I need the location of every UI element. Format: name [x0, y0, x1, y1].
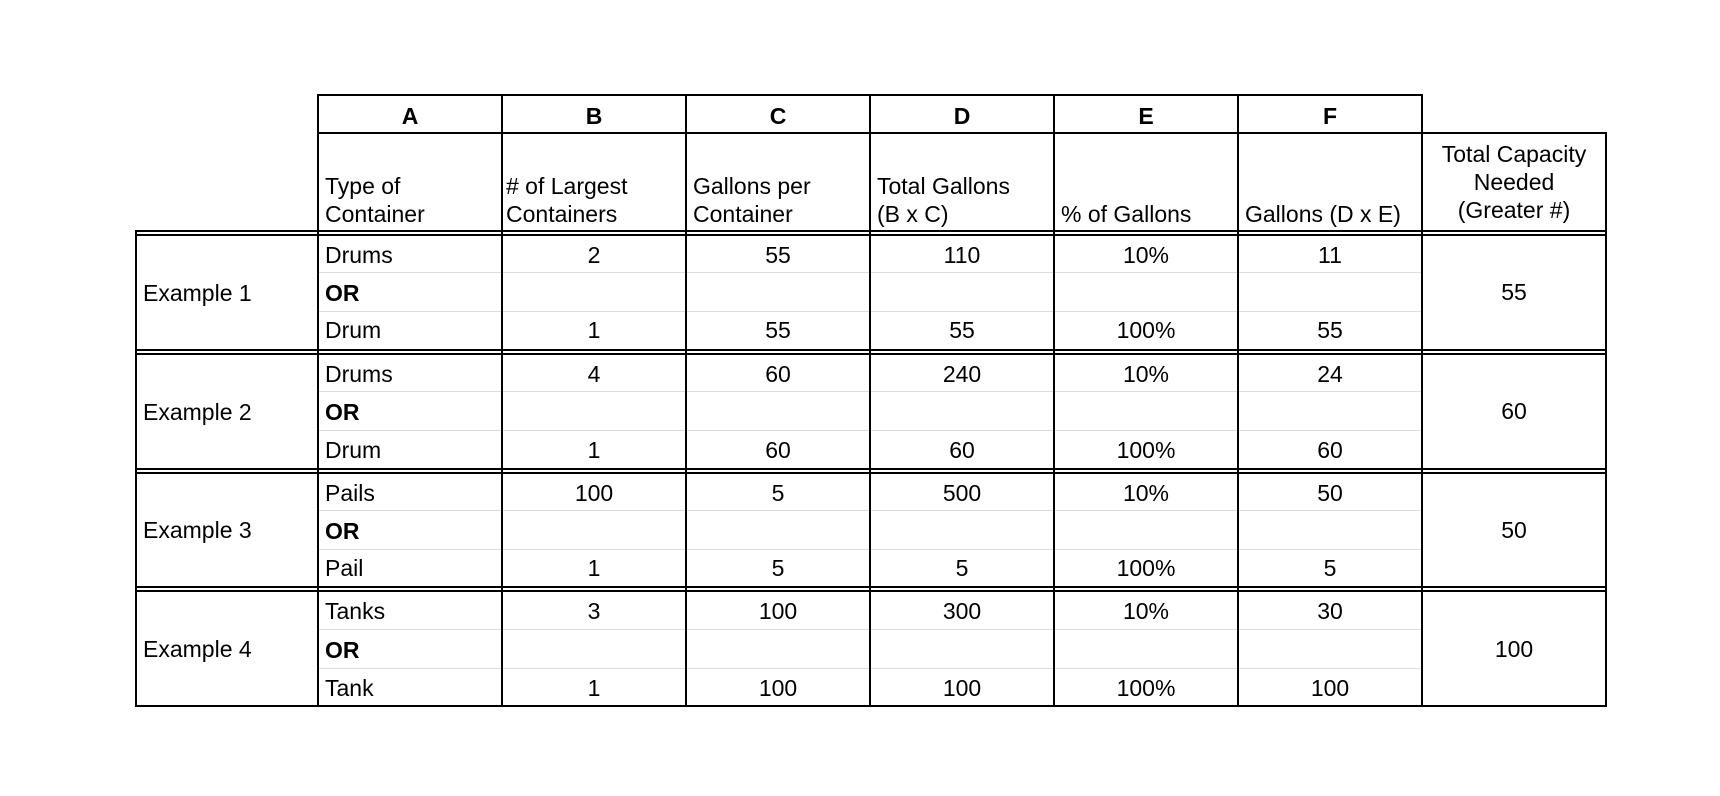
largest-count: 2 [587, 242, 601, 268]
container-type: Pail [325, 555, 364, 581]
largest-count: 4 [587, 361, 601, 387]
percent-gallons: 10% [1122, 480, 1170, 506]
gallons-per: 100 [758, 598, 798, 624]
header-gallons-d-x-e: Gallons (D x E) [1245, 201, 1401, 227]
percent-gallons: 100% [1116, 555, 1176, 581]
total-gallons: 500 [942, 480, 982, 506]
border-line [869, 94, 871, 707]
total-gallons: 240 [942, 361, 982, 387]
gallons-result: 60 [1317, 437, 1343, 463]
total-gallons: 300 [942, 598, 982, 624]
largest-count: 1 [587, 317, 601, 343]
column-letter-a: A [401, 103, 419, 129]
percent-gallons: 100% [1116, 317, 1176, 343]
largest-count: 3 [587, 598, 601, 624]
border-line [317, 94, 319, 707]
or-label: OR [325, 518, 360, 544]
example-label: Example 3 [143, 517, 252, 543]
percent-gallons: 10% [1122, 361, 1170, 387]
column-letter-d: D [953, 103, 971, 129]
border-line [685, 94, 687, 707]
header-percent-of-gallons: % of Gallons [1061, 201, 1192, 227]
gallons-result: 30 [1317, 598, 1343, 624]
column-letter-c: C [769, 103, 787, 129]
total-capacity-value: 60 [1501, 398, 1527, 424]
percent-gallons: 100% [1116, 437, 1176, 463]
gallons-per: 5 [771, 480, 785, 506]
container-type: Drums [325, 242, 393, 268]
gallons-result: 11 [1318, 242, 1342, 268]
border-line [1605, 132, 1607, 707]
border-line [1421, 94, 1423, 707]
gallons-per: 55 [765, 317, 791, 343]
column-letter-b: B [585, 103, 603, 129]
example-label: Example 2 [143, 398, 252, 425]
total-gallons: 100 [942, 675, 982, 701]
total-gallons: 5 [955, 555, 969, 581]
largest-count: 1 [587, 437, 601, 463]
or-label: OR [325, 399, 360, 425]
header-largest-containers: # of Largest Containers [506, 173, 628, 227]
gallons-result: 5 [1323, 555, 1337, 581]
or-label: OR [325, 637, 360, 663]
gallons-per: 60 [765, 361, 791, 387]
example-label: Example 1 [143, 279, 252, 306]
total-gallons: 55 [949, 317, 975, 343]
largest-count: 1 [587, 555, 601, 581]
total-gallons: 60 [949, 437, 975, 463]
header-total-capacity-needed: Total Capacity Needed (Greater #) [1441, 141, 1587, 223]
border-line [135, 230, 137, 707]
container-type: Tank [325, 675, 374, 701]
container-type: Tanks [325, 598, 386, 624]
column-letter-f: F [1322, 103, 1338, 129]
container-type: Drums [325, 361, 393, 387]
percent-gallons: 10% [1122, 598, 1170, 624]
gallons-result: 50 [1317, 480, 1343, 506]
largest-count: 100 [574, 480, 614, 506]
header-type-of-container: Type of Container [325, 173, 425, 227]
header-gallons-per-container: Gallons per Container [693, 173, 811, 227]
gallons-result: 24 [1317, 361, 1343, 387]
border-line [501, 94, 503, 707]
border-line [1053, 94, 1055, 707]
gallons-per: 55 [765, 242, 791, 268]
container-type: Pails [325, 480, 375, 506]
or-label: OR [325, 280, 360, 306]
example-label: Example 4 [143, 636, 252, 662]
total-capacity-value: 100 [1494, 636, 1534, 662]
gallons-per: 100 [758, 675, 798, 701]
container-type: Drum [325, 317, 382, 343]
total-gallons: 110 [943, 242, 981, 268]
header-total-gallons: Total Gallons (B x C) [877, 173, 1010, 227]
largest-count: 1 [587, 675, 601, 701]
container-type: Drum [325, 437, 382, 463]
column-letter-e: E [1138, 103, 1154, 129]
border-line [1237, 94, 1239, 707]
gallons-per: 5 [771, 555, 785, 581]
gallons-result: 100 [1310, 675, 1350, 701]
percent-gallons: 10% [1122, 242, 1170, 268]
border-line [318, 132, 1606, 134]
gallons-per: 60 [765, 437, 791, 463]
total-capacity-value: 50 [1501, 517, 1527, 543]
total-capacity-value: 55 [1501, 279, 1527, 305]
gallons-result: 55 [1317, 317, 1343, 343]
percent-gallons: 100% [1116, 675, 1176, 701]
